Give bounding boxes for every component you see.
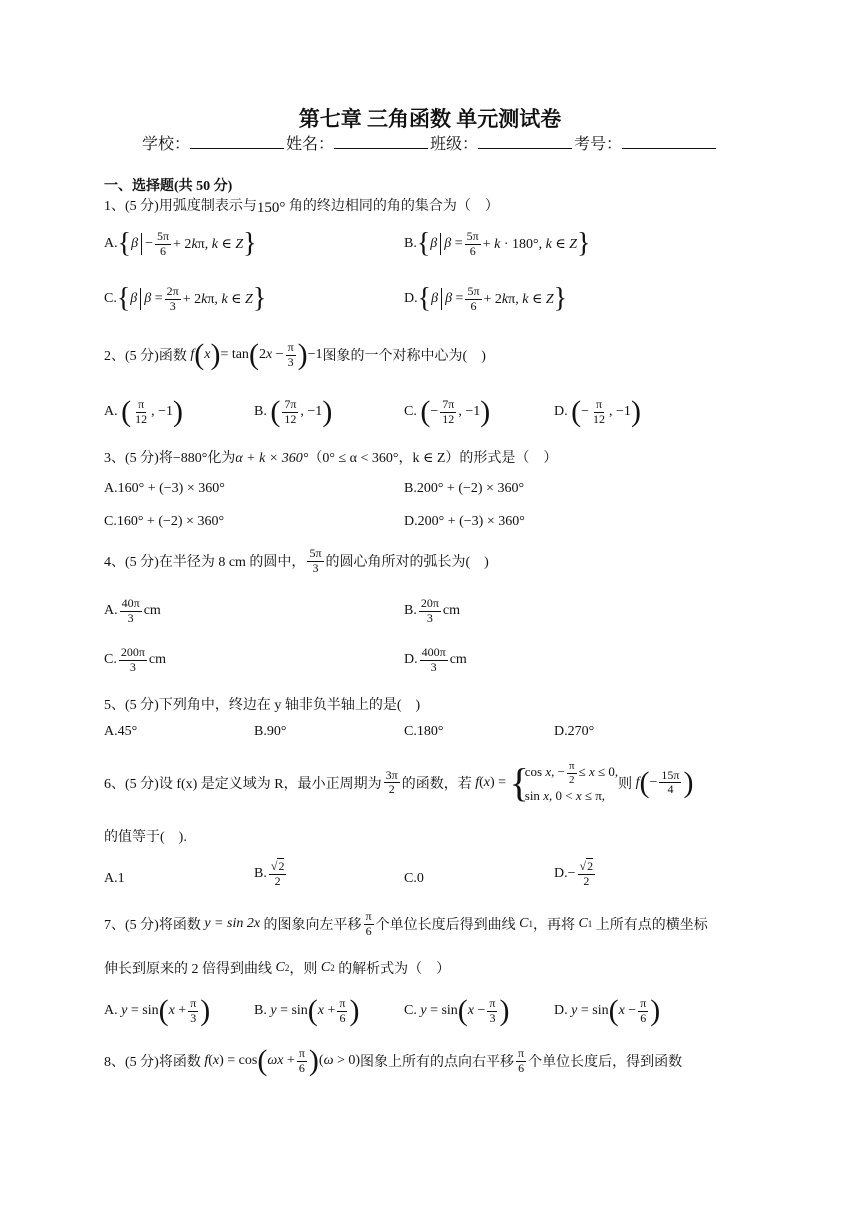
- question-1-option-b[interactable]: B. { β β = $\frac{5\pi}{6}$ + k · 180°, k ∈ Z }: [404, 228, 591, 260]
- question-4-option-d[interactable]: D. $\frac{400\pi}{3}$ cm: [404, 645, 467, 674]
- question-1-option-a[interactable]: A. { β − $\frac{5\pi}{6}$ + 2kπ, k ∈ Z }: [104, 228, 257, 260]
- question-2-option-c[interactable]: C. ( − $\frac{7\pi}{12}$ , −1 ): [404, 395, 491, 428]
- name-label: 姓名：: [285, 136, 334, 153]
- question-6-stem-end: 的值等于( ).: [104, 830, 187, 845]
- school-blank: [190, 134, 284, 149]
- question-3-option-d[interactable]: D.200° + (−3) × 360°: [404, 514, 525, 529]
- section-title: 一、选择题(共 50 分): [104, 179, 233, 194]
- question-4-option-a[interactable]: A. $\frac{40\pi}{3}$ cm: [104, 596, 161, 625]
- question-7-stem: 7、(5 分)将函数 y = sin 2x 的图象向左平移 $\frac{\pi}{6}$ 个单位长度后得到曲线 C 1 ，再将 C 1 上所有点的横坐标: [104, 909, 708, 938]
- question-5-option-b[interactable]: B.90°: [254, 724, 287, 739]
- school-label: 学校：: [141, 136, 190, 153]
- question-3-option-a[interactable]: A.160° + (−3) × 360°: [104, 481, 225, 496]
- question-4-option-c[interactable]: C. $\frac{200\pi}{3}$ cm: [104, 645, 167, 674]
- question-8-stem: 8、(5 分)将函数 f ( x ) = cos ( ωx + $\frac{\pi}{6}$ ) ( ω > 0) 图象上所有的点向右平移 $\frac{\pi}{6}$ 个单位长度后，得到函数: [104, 1044, 683, 1077]
- question-3-option-b[interactable]: B.200° + (−2) × 360°: [404, 481, 525, 496]
- question-6-option-d[interactable]: D. − $\frac{√2}{2}$: [554, 859, 594, 888]
- question-6-option-c[interactable]: C.0: [404, 871, 424, 886]
- question-2-stem: 2、(5 分)函数 f ( x ) = tan ( 2x − $\frac{\pi}{3}$ ) −1 图象的一个对称中心为( ): [104, 338, 486, 371]
- question-2-option-b[interactable]: B. ( $\frac{7\pi}{12}$ , −1 ): [254, 395, 333, 428]
- question-5-stem: 5、(5 分)下列角中，终边在 y 轴非负半轴上的是( ): [104, 698, 421, 713]
- question-2-option-a[interactable]: A. ( $\frac{\pi}{12}$ , −1 ): [104, 395, 184, 428]
- name-blank: [334, 134, 428, 149]
- question-6-stem: 6、(5 分)设 f(x) 是定义域为 R，最小正周期为 $\frac{3\pi}{2}$ 的函数，若 f ( x ) = { cos x, − $\frac{\pi}{2}$ ≤ x ≤ 0, sin x, 0 < x ≤ π, 则 f ( − $\frac{15\pi}{4}$ ): [104, 759, 694, 805]
- question-2-option-d[interactable]: D. ( − $\frac{\pi}{12}$ , −1 ): [554, 395, 641, 428]
- question-7-option-b[interactable]: B. y = sin ( x + $\frac{\pi}{6}$ ): [254, 994, 360, 1027]
- exam-no-blank: [622, 134, 716, 149]
- class-blank: [478, 134, 572, 149]
- question-6-option-b[interactable]: B. $\frac{√2}{2}$: [254, 859, 285, 888]
- question-1-option-d[interactable]: D. { β β = $\frac{5\pi}{6}$ + 2kπ, k ∈ Z }: [404, 283, 568, 315]
- question-4-stem: 4、(5 分)在半径为 8 cm 的圆中， $\frac{5\pi}{3}$ 的圆心角所对的弧长为( ): [104, 546, 489, 575]
- student-info-row: [0, 131, 860, 154]
- question-4-option-b[interactable]: B. $\frac{20\pi}{3}$ cm: [404, 596, 461, 625]
- question-7-option-a[interactable]: A. y = sin ( x + $\frac{\pi}{3}$ ): [104, 994, 211, 1027]
- question-5-option-d[interactable]: D.270°: [554, 724, 595, 739]
- class-label: 班级：: [430, 136, 479, 153]
- question-5-option-a[interactable]: A.45°: [104, 724, 138, 739]
- question-3-stem: 3、(5 分)将−880°化为α + k × 360°（0° ≤ α < 360°，k ∈ Z）的形式是（ ）: [104, 451, 558, 466]
- exam-no-label: 考号：: [574, 136, 623, 153]
- page-title: 第七章 三角函数 单元测试卷: [298, 107, 562, 131]
- question-3-option-c[interactable]: C.160° + (−2) × 360°: [104, 514, 225, 529]
- question-7-option-d[interactable]: D. y = sin ( x − $\frac{\pi}{6}$ ): [554, 994, 661, 1027]
- question-7-stem-line2: 伸长到原来的 2 倍得到曲线 C 2 ，则 C 2 的解析式为（ ）: [104, 960, 451, 977]
- question-5-option-c[interactable]: C.180°: [404, 724, 444, 739]
- question-7-option-c[interactable]: C. y = sin ( x − $\frac{\pi}{3}$ ): [404, 994, 510, 1027]
- question-1-stem: 1、(5 分)用弧度制表示与150° 角的终边相同的角的集合为（ ）: [104, 199, 499, 216]
- question-6-option-a[interactable]: A.1: [104, 871, 125, 886]
- question-1-option-c[interactable]: C. { β β = $\frac{2\pi}{3}$ + 2kπ, k ∈ Z }: [104, 283, 267, 315]
